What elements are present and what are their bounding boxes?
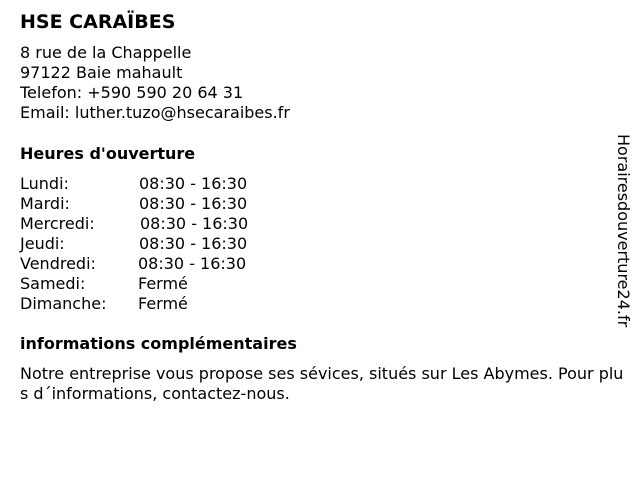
hours-row-tuesday <box>20 194 320 214</box>
hours-time: 08:30 - 16:30 <box>139 194 248 213</box>
hours-row-monday <box>20 174 320 194</box>
hours-time: 08:30 - 16:30 <box>139 234 248 253</box>
opening-hours-heading: Heures d'ouverture <box>20 144 196 163</box>
hours-row-thursday <box>20 234 320 254</box>
contact-block <box>20 43 290 123</box>
hours-time: 08:30 - 16:30 <box>139 174 248 193</box>
email-address: Email: luther.tuzo@hsecaraibes.fr <box>20 103 290 122</box>
hours-row-sunday <box>20 294 320 314</box>
hours-day: Lundi: <box>20 174 69 193</box>
opening-hours-table <box>20 174 320 314</box>
address-street: 8 rue de la Chappelle <box>20 43 192 62</box>
hours-row-wednesday <box>20 214 320 234</box>
hours-day: Samedi: <box>20 274 86 293</box>
additional-info-heading: informations complémentaires <box>20 334 297 353</box>
hours-time: 08:30 - 16:30 <box>140 214 249 233</box>
hours-row-friday <box>20 254 320 274</box>
hours-day: Jeudi: <box>20 234 65 253</box>
hours-day: Mercredi: <box>20 214 95 233</box>
phone-number: Telefon: +590 590 20 64 31 <box>20 83 244 102</box>
hours-row-saturday <box>20 274 320 294</box>
site-watermark <box>612 134 634 346</box>
address-city: 97122 Baie mahault <box>20 63 183 82</box>
hours-day: Mardi: <box>20 194 70 213</box>
hours-time: Fermé <box>138 274 188 293</box>
additional-info-text: Notre entreprise vous propose ses sévices, situés sur Les Abymes. Pour plus d´informations, contactez-nous. <box>20 364 624 403</box>
hours-time: Fermé <box>138 294 188 313</box>
hours-day: Vendredi: <box>20 254 96 273</box>
business-name: HSE CARAÏBES <box>20 11 176 33</box>
watermark-text: Horairesdouverture24.fr <box>614 134 633 328</box>
hours-day: Dimanche: <box>20 294 107 313</box>
hours-time: 08:30 - 16:30 <box>138 254 247 273</box>
